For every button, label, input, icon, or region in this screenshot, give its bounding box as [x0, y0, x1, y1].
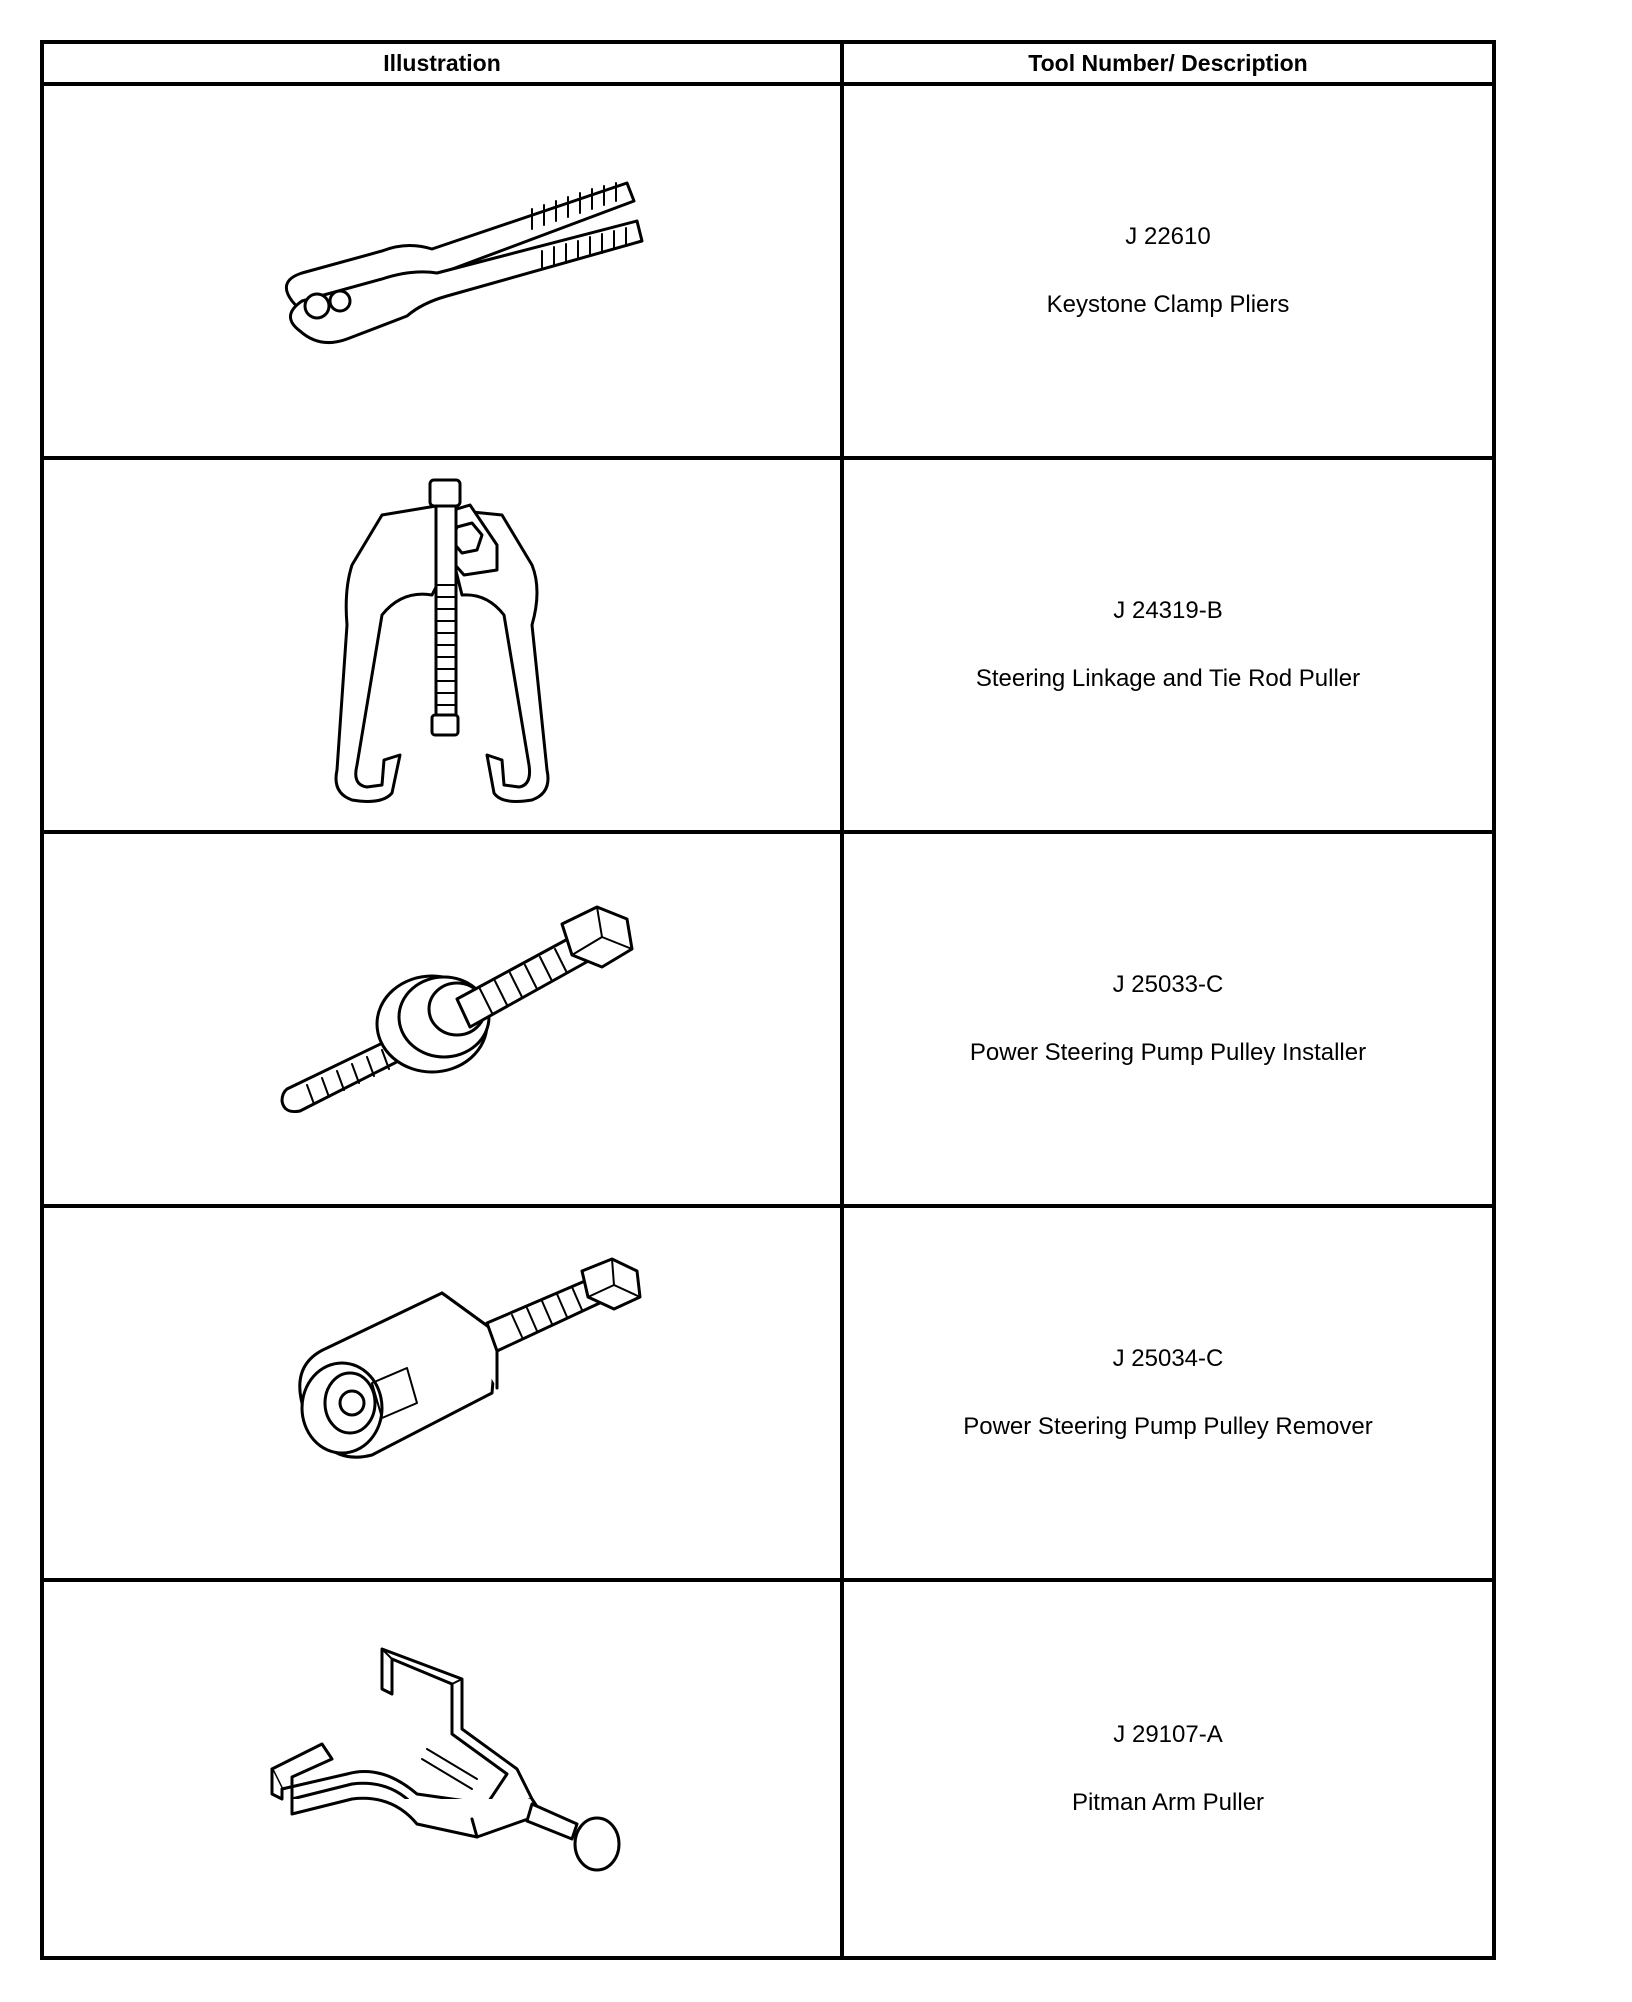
tool-number: J 22610: [1125, 223, 1211, 250]
illustration-cell: [44, 460, 844, 834]
pulley-remover-icon: [232, 1223, 652, 1563]
tool-description: Steering Linkage and Tie Rod Puller: [975, 665, 1361, 692]
illustration-cell: [44, 1208, 844, 1582]
description-cell: [844, 834, 1492, 1208]
tool-description: Pitman Arm Puller: [1071, 1789, 1265, 1816]
tool-table: [40, 40, 1496, 1960]
header-description: Tool Number/ Description: [844, 44, 1492, 86]
tool-number: J 24319-B: [1113, 597, 1223, 624]
pulley-installer-icon: [232, 849, 652, 1189]
description-cell: [844, 1582, 1492, 1956]
tool-number: J 25034-C: [1112, 1345, 1224, 1372]
tool-description: Power Steering Pump Pulley Installer: [969, 1039, 1367, 1066]
illustration-cell: [44, 86, 844, 460]
tie-rod-puller-icon: [232, 475, 652, 815]
pitman-arm-puller-icon: [232, 1599, 652, 1939]
description-cell: [844, 460, 1492, 834]
description-cell: [844, 86, 1492, 460]
keystone-clamp-pliers-icon: [232, 101, 652, 441]
illustration-cell: [44, 1582, 844, 1956]
header-illustration: Illustration: [44, 44, 844, 86]
tool-description: Power Steering Pump Pulley Remover: [963, 1413, 1373, 1440]
illustration-cell: [44, 834, 844, 1208]
tool-description: Keystone Clamp Pliers: [1046, 291, 1290, 318]
tool-number: J 29107-A: [1113, 1721, 1223, 1748]
description-cell: [844, 1208, 1492, 1582]
tool-number: J 25033-C: [1112, 971, 1224, 998]
